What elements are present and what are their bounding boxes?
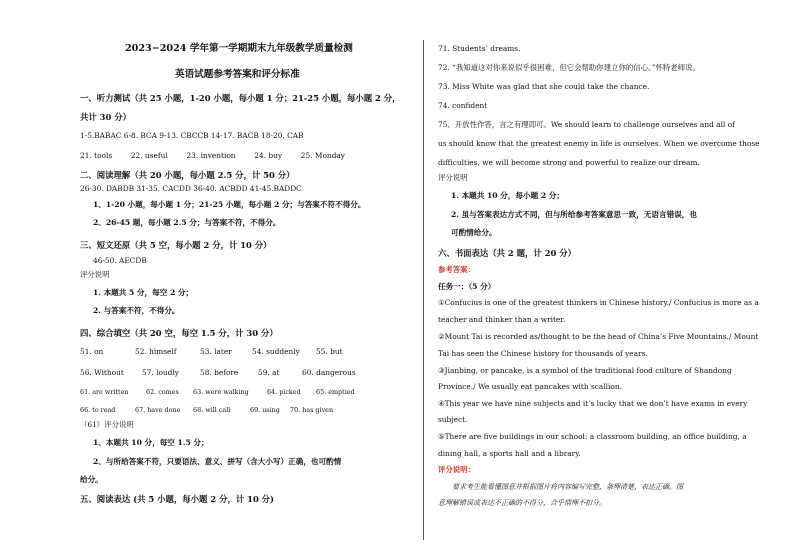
- section-cloze-heading: 三、短文还原（共 5 空，每小题 2 分，计 10 分）: [80, 240, 272, 250]
- answer-74: 74. confident: [438, 101, 488, 110]
- cloze-eval-label: 评分说明: [80, 270, 110, 279]
- answer-75-line3: difficulties, we will become strong and powerful to realize our dream.: [438, 158, 700, 167]
- listening-words-row: [80, 151, 345, 161]
- cloze-note-1: 1. 本题共 5 分，每空 2 分；: [93, 288, 194, 297]
- task-one-label: 任务一：（5 分）: [438, 282, 496, 291]
- reading-note-2: 2、26-45 题，每小题 2.5 分；与答案不符，不得分。: [93, 218, 281, 227]
- task-line-4: ④This year we have nine subjects and it’s lucky that we don’t have exams in every: [438, 399, 748, 408]
- expression-note-2: 2. 虽与答案表达方式不同，但与所给参考答案意思一致，无语言错误，也: [451, 210, 697, 219]
- task-line-2b: Tai has seen the Chinese history for thousands of years.: [438, 349, 648, 358]
- answer-item: 22. useful: [130, 151, 168, 160]
- right-column: [438, 0, 760, 560]
- answer-item: 70. has given: [290, 406, 334, 414]
- section-fill-heading: 四、综合填空（共 20 空，每空 1.5 分，计 30 分）: [80, 328, 278, 338]
- answer-71: 71. Students’ dreams.: [438, 44, 521, 53]
- section-listening-heading-cont: 共计 30 分）: [80, 112, 131, 122]
- cloze-answers: 46-50. AECDB: [93, 256, 147, 265]
- fill-note-1: 1、本题共 10 分，每空 1.5 分；: [93, 438, 209, 447]
- task-line-5: ⑤There are five buildings in our school: a classroom building, an office building, a: [438, 432, 747, 441]
- fill-eval-label: （61）评分说明: [80, 420, 134, 429]
- answer-key-title: 英语试题参考答案和评分标准: [175, 69, 300, 80]
- answer-item: 68. will call: [193, 406, 231, 414]
- answer-item: 21. tools: [80, 151, 113, 160]
- answer-item: 63. were walking: [193, 388, 249, 396]
- left-column: [80, 0, 410, 560]
- answer-item: 55. but: [316, 347, 343, 356]
- answer-item: 52. himself: [135, 347, 177, 356]
- writing-eval-line-1: 要求考生能看懂图意并根据图片将内容编写完整，条理清楚，表达正确。图: [452, 483, 683, 491]
- answer-item: 56. Without: [80, 368, 124, 377]
- task-line-2: ②Mount Tai is recorded as/thought to be the head of China’s Five Mountains./ Mount: [438, 332, 759, 341]
- answer-item: 60. dangerous: [302, 368, 356, 377]
- answer-item: 62. comes: [146, 388, 179, 396]
- answer-75-line1: 75、开放性作答，言之有理即可。We should learn to challenge ourselves and all of: [438, 120, 735, 129]
- column-divider: [423, 40, 424, 540]
- task-line-4b: subject.: [438, 415, 468, 424]
- answer-item: 66. to read: [80, 406, 116, 414]
- answer-item: 61. are written: [80, 388, 129, 396]
- fill-note-3: 给分。: [80, 475, 103, 484]
- reference-answer-label: 参考答案：: [438, 265, 475, 274]
- section-reading-heading: 二、阅读理解（共 20 小题，每小题 2.5 分，计 50 分）: [80, 170, 295, 180]
- task-line-1: ①Confucius is one of the greatest thinkers in Chinese history./ Confucius is more as a: [438, 298, 759, 307]
- task-line-3: ③Jianbing, or pancake, is a symbol of the traditional food culture of Shandong: [438, 366, 732, 375]
- answer-item: 24. buy: [254, 151, 283, 160]
- task-line-5b: dining hall, a sports hall and a library.: [438, 449, 581, 458]
- exam-title: 2023−2024 学年第一学期期末九年级教学质量检测: [125, 43, 353, 54]
- answer-item: 25. Monday: [300, 151, 345, 160]
- answer-item: 64. picked: [267, 388, 301, 396]
- answer-item: 57. loudly: [142, 368, 179, 377]
- expression-note-1: 1. 本题共 10 分，每小题 2 分；: [451, 191, 564, 200]
- answer-item: 23. invention: [186, 151, 236, 160]
- answer-72: 72. “我知道这对你来说似乎很困难，但它会帮助你建立你的信心。”怀特老师说。: [438, 63, 700, 72]
- expression-note-3: 可酌情给分。: [451, 228, 497, 237]
- listening-answers: 1-5.BABAC 6-8. BCA 9-13. CBCCB 14-17. BACB 18-20. CAB: [80, 131, 304, 140]
- answer-73: 73. Miss White was glad that she could take the chance.: [438, 82, 650, 91]
- answer-item: 51. on: [80, 347, 104, 356]
- answer-75-line2: us should know that the greatest enemy in life is ourselves. When we overcome those: [438, 139, 760, 148]
- reading-answers: 26-30. DABDB 31-35. CACDD 36-40. ACBDD 41-45.BADDC: [80, 184, 302, 193]
- section-writing-heading: 六、书面表达（共 2 题，计 20 分）: [438, 248, 577, 258]
- writing-eval-label: 评分说明：: [438, 465, 475, 474]
- answer-item: 67. have done: [135, 406, 181, 414]
- section-listening-heading: 一、听力测试（共 25 小题，1-20 小题，每小题 1 分；21-25 小题，每小题 2 分，: [80, 93, 401, 103]
- fill-note-2: 2、与所给答案不符，只要语法、意义、拼写（含大小写）正确，也可酌情: [93, 457, 342, 466]
- reading-note-1: 1、1-20 小题，每小题 1 分；21-25 小题，每小题 2 分；与答案不符不得分。: [93, 200, 366, 209]
- task-line-1b: teacher and thinker than a writer.: [438, 315, 566, 324]
- cloze-note-2: 2. 与答案不符，不得分。: [93, 306, 180, 315]
- task-line-3b: Province./ We usually eat pancakes with scallion.: [438, 382, 622, 391]
- expression-eval-label: 评分说明: [438, 173, 468, 182]
- answer-item: 69. using: [250, 406, 280, 414]
- answer-item: 58. before: [200, 368, 239, 377]
- section-expression-heading: 五、阅读表达 (共 5 小题，每小题 2 分，计 10 分): [80, 494, 275, 504]
- answer-item: 59. at: [258, 368, 280, 377]
- writing-eval-line-2: 意理解错误或表达不正确的不得分，合乎情理不扣分。: [438, 499, 606, 507]
- answer-item: 54. suddenly: [252, 347, 300, 356]
- answer-item: 65. emptied: [316, 388, 355, 396]
- answer-item: 53. later: [200, 347, 232, 356]
